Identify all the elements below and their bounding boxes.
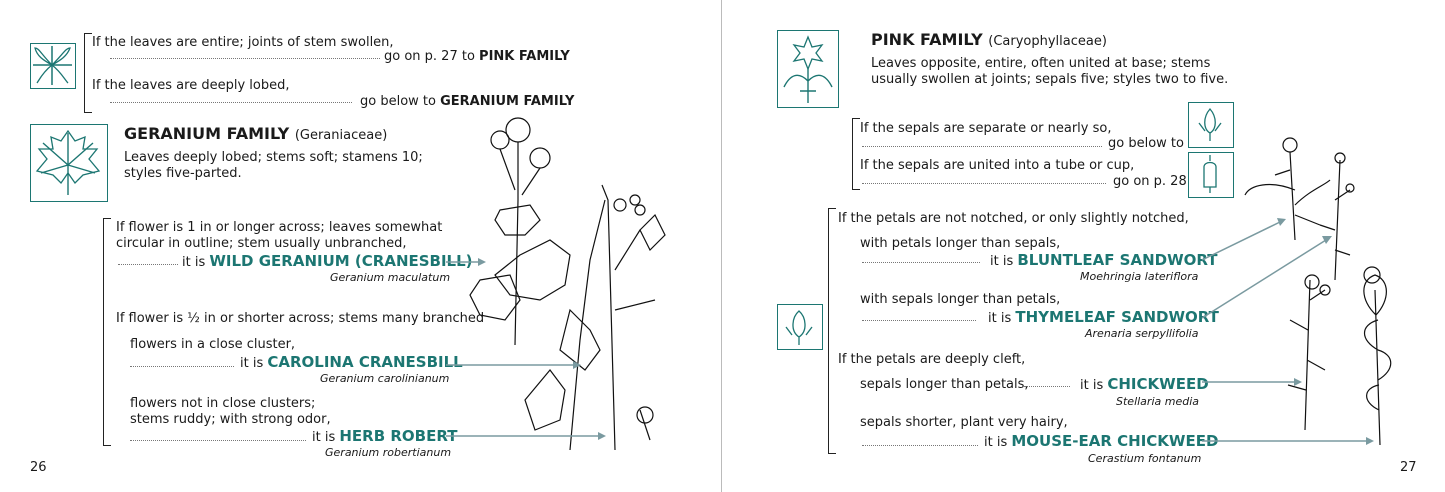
key-bracket — [828, 208, 836, 454]
result-wild-geranium[interactable] — [182, 253, 473, 271]
entire-leaf-joint-icon — [30, 43, 76, 89]
key-line: If the sepals are separate or nearly so, — [860, 121, 1112, 136]
wild-geranium-drawing — [470, 118, 570, 345]
pink-flower-icon — [777, 30, 839, 108]
species-scientific: Geranium maculatum — [330, 271, 451, 284]
it-is-text: it is — [988, 311, 1012, 326]
goto-target: GERANIUM FAMILY — [440, 94, 575, 109]
key-line: with petals longer than sepals, — [860, 236, 1061, 251]
key-line: flowers in a close cluster, — [130, 337, 296, 352]
pink-illustrations — [1200, 130, 1430, 460]
geranium-family-heading — [124, 124, 387, 143]
leader-dots — [110, 58, 380, 59]
family-description-1: Leaves opposite, entire, often united at base; stems — [871, 56, 1211, 71]
leader-dots — [862, 146, 1102, 147]
family-scientific: (Geraniaceae) — [294, 128, 388, 143]
leader-dots — [130, 440, 306, 441]
species-name: MOUSE-EAR CHICKWEED — [1011, 432, 1219, 450]
it-is-text: it is — [984, 435, 1008, 450]
leader-dots — [862, 445, 978, 446]
species-name: CHICKWEED — [1107, 375, 1209, 393]
result-thymeleaf-sandwort[interactable] — [988, 309, 1219, 327]
species-scientific: Arenaria serpyllifolia — [1085, 327, 1199, 340]
key-line: If flower is ½ in or shorter across; stems many branched — [116, 311, 485, 326]
sandwort-drawings — [1245, 138, 1354, 280]
it-is-text: it is — [990, 254, 1014, 269]
goto-text: go below to — [360, 94, 436, 109]
it-is-text: it is — [182, 255, 206, 270]
species-scientific: Moehringia lateriflora — [1080, 270, 1199, 283]
leader-dots — [862, 183, 1106, 184]
it-is-text: it is — [312, 430, 336, 445]
key-bracket — [852, 118, 860, 190]
species-name: HERB ROBERT — [339, 427, 458, 445]
species-scientific: Geranium carolinianum — [320, 372, 450, 385]
key-line: flowers not in close clusters; — [130, 396, 316, 411]
it-is-text: it is — [240, 356, 264, 371]
species-scientific: Cerastium fontanum — [1088, 452, 1202, 465]
geranium-illustrations — [440, 110, 720, 455]
family-description-1: Leaves deeply lobed; stems soft; stamens 10; — [124, 150, 423, 165]
key-line: If the petals are not notched, or only slightly notched, — [838, 211, 1189, 226]
family-description-2: styles five-parted. — [124, 166, 242, 181]
page-number-left: 26 — [30, 460, 47, 475]
leader-dots — [1024, 386, 1070, 387]
leader-dots — [130, 366, 234, 367]
family-title: GERANIUM FAMILY — [124, 124, 290, 143]
leader-dots — [862, 262, 980, 263]
key-bracket — [84, 33, 92, 113]
key-bracket — [103, 218, 111, 446]
goto-pink-family[interactable] — [384, 49, 570, 65]
goto-below[interactable]: go below to — [1108, 136, 1184, 151]
it-is-text: it is — [1080, 378, 1104, 393]
result-chickweed[interactable] — [1080, 376, 1209, 394]
key-line: If the sepals are united into a tube or cup, — [860, 158, 1135, 173]
leader-dots — [118, 264, 178, 265]
result-mouse-ear-chickweed[interactable] — [984, 433, 1218, 451]
result-carolina-cranesbill[interactable] — [240, 354, 463, 372]
goto-text: go on p. 27 to — [384, 49, 475, 64]
key-line: circular in outline; stem usually unbranched, — [116, 236, 407, 251]
sepal-bud-icon — [777, 304, 823, 350]
goto-target: PINK FAMILY — [479, 49, 570, 64]
lobed-leaf-icon — [30, 124, 108, 202]
page-divider — [721, 0, 722, 492]
species-name: THYMELEAF SANDWORT — [1015, 308, 1219, 326]
result-herb-robert[interactable] — [312, 428, 457, 446]
key-line: stems ruddy; with strong odor, — [130, 412, 331, 427]
family-title: PINK FAMILY — [871, 30, 983, 49]
key-line: If the petals are deeply cleft, — [838, 352, 1026, 367]
key-line-leaves-lobed: If the leaves are deeply lobed, — [92, 78, 290, 93]
goto-p28[interactable]: go on p. 28 — [1113, 174, 1187, 189]
key-line: with sepals longer than petals, — [860, 292, 1061, 307]
species-scientific: Geranium robertianum — [325, 446, 452, 459]
species-name: WILD GERANIUM (CRANESBILL) — [209, 252, 473, 270]
key-line-leaves-entire: If the leaves are entire; joints of stem swollen, — [92, 35, 394, 50]
cranesbill-drawing — [525, 185, 665, 450]
pink-family-heading — [871, 30, 1107, 49]
species-name: CAROLINA CRANESBILL — [267, 353, 463, 371]
key-line: sepals shorter, plant very hairy, — [860, 415, 1068, 430]
goto-geranium-family[interactable] — [360, 94, 574, 110]
leader-dots — [862, 320, 976, 321]
result-bluntleaf-sandwort[interactable] — [990, 252, 1218, 270]
key-line: sepals longer than petals, — [860, 377, 1029, 392]
family-description-2: usually swollen at joints; sepals five; styles two to five. — [871, 72, 1229, 87]
page-number-right: 27 — [1400, 460, 1417, 475]
species-scientific: Stellaria media — [1116, 395, 1199, 408]
key-line: If flower is 1 in or longer across; leaves somewhat — [116, 220, 443, 235]
leader-dots — [110, 102, 352, 103]
family-scientific: (Caryophyllaceae) — [988, 34, 1107, 49]
species-name: BLUNTLEAF SANDWORT — [1017, 251, 1218, 269]
chickweed-drawings — [1288, 267, 1391, 445]
